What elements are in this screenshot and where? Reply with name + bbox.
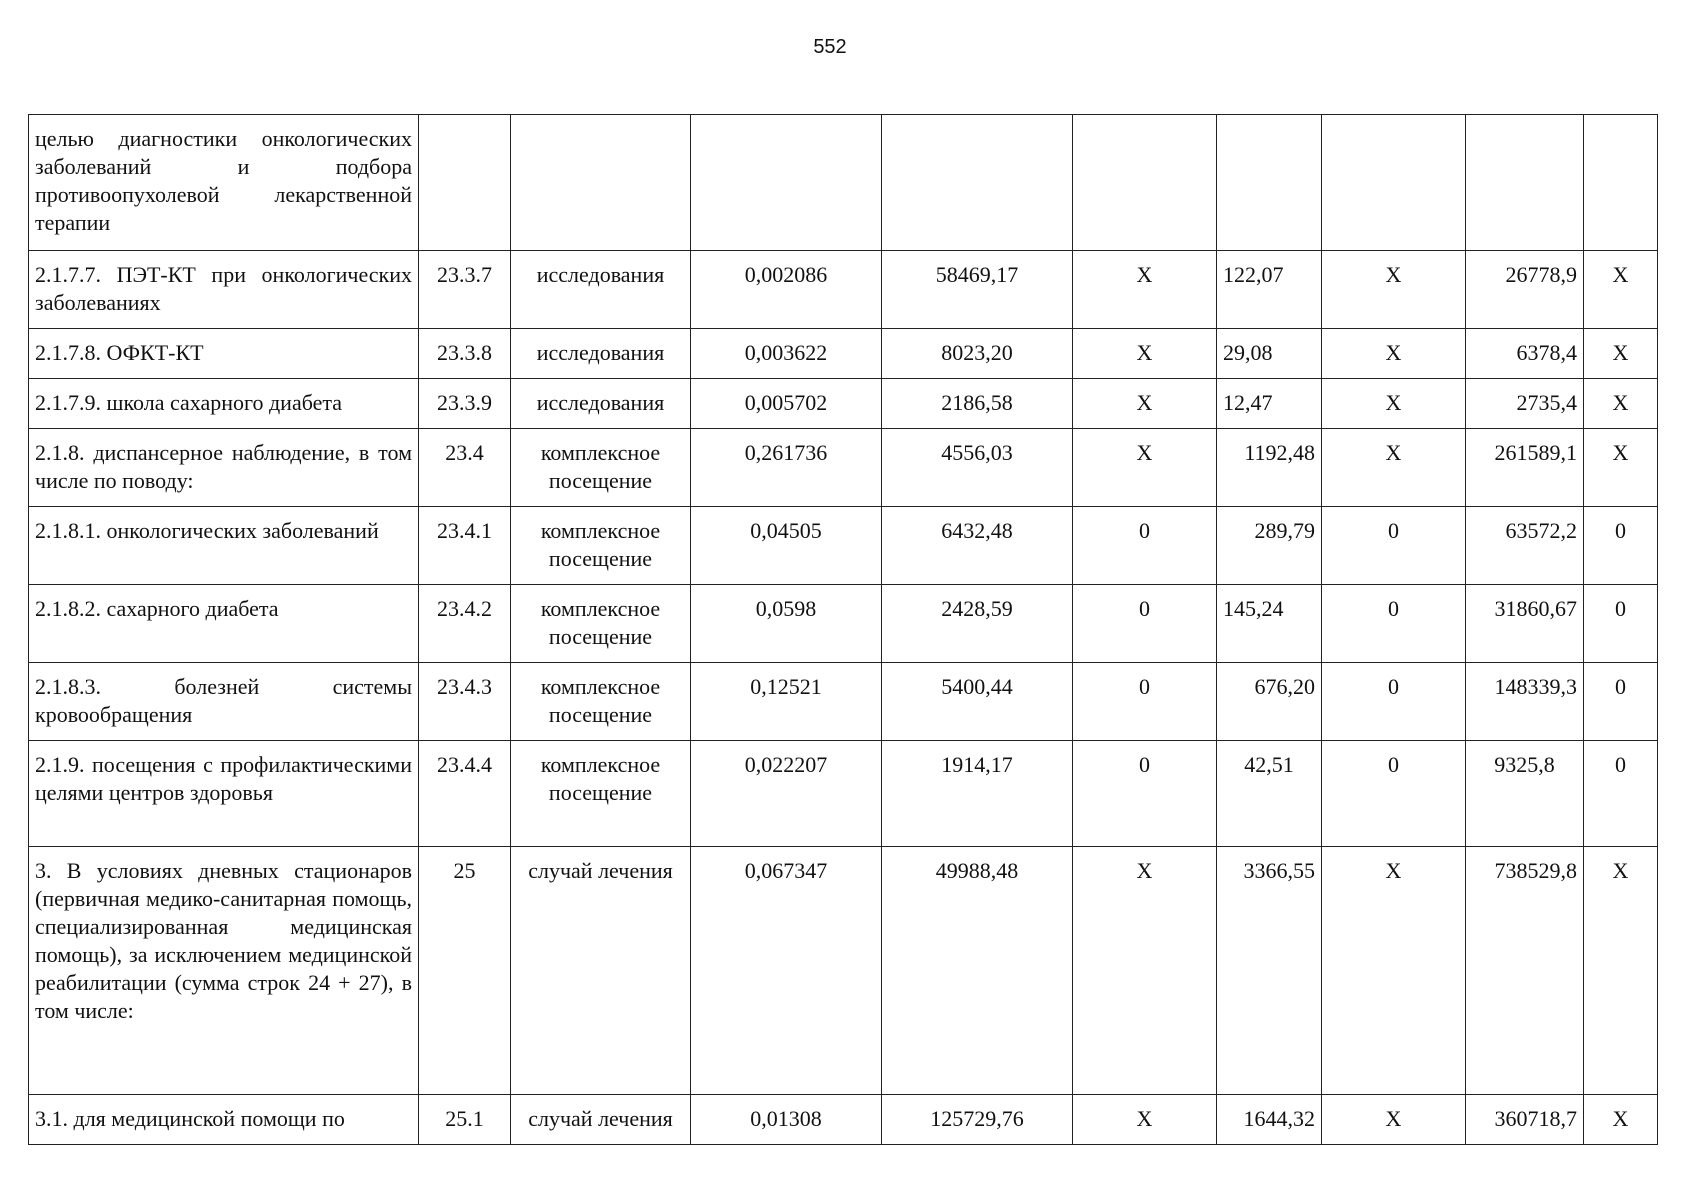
cell-cost: 6432,48 [882,507,1073,585]
cell-col10 [1584,115,1658,251]
cell-col6: 0 [1073,663,1217,741]
cell-name: 2.1.8.2. сахарного диабета [29,585,419,663]
cell-code: 23.4 [419,429,511,507]
cell-col7: 29,08 [1217,329,1322,379]
cell-norm: 0,067347 [691,847,882,1095]
cell-norm: 0,12521 [691,663,882,741]
cell-col9: 26778,9 [1466,251,1584,329]
cell-col9: 63572,2 [1466,507,1584,585]
cell-col8: 0 [1322,585,1466,663]
cell-unit: исследования [511,379,691,429]
cell-col10: Х [1584,329,1658,379]
cell-code: 23.4.3 [419,663,511,741]
cell-cost: 8023,20 [882,329,1073,379]
cell-col9: 2735,4 [1466,379,1584,429]
cell-col7: 1644,32 [1217,1095,1322,1145]
cell-col10: Х [1584,1095,1658,1145]
cell-norm: 0,261736 [691,429,882,507]
cell-col10: 0 [1584,741,1658,847]
cell-col10: Х [1584,429,1658,507]
cell-col9: 6378,4 [1466,329,1584,379]
cell-norm: 0,022207 [691,741,882,847]
cell-name: 2.1.8. диспансерное наблюдение, в том числе по поводу: [29,429,419,507]
cell-norm: 0,04505 [691,507,882,585]
table-row [29,507,1658,585]
cell-cost [882,115,1073,251]
cell-col8: 0 [1322,663,1466,741]
cell-norm: 0,0598 [691,585,882,663]
cell-col8: Х [1322,329,1466,379]
cell-col7: 1192,48 [1217,429,1322,507]
cell-col9: 261589,1 [1466,429,1584,507]
table-row [29,1095,1658,1145]
cell-cost: 125729,76 [882,1095,1073,1145]
table-row [29,741,1658,847]
cell-name: 2.1.7.9. школа сахарного диабета [29,379,419,429]
cell-col7: 12,47 [1217,379,1322,429]
cell-name: целью диагностики онкологических заболеваний и подбора противоопухолевой лекарственной терапии [29,115,419,251]
cell-col8: Х [1322,251,1466,329]
table-row [29,429,1658,507]
cell-norm: 0,005702 [691,379,882,429]
table-row [29,663,1658,741]
cell-col6: Х [1073,251,1217,329]
cell-cost: 58469,17 [882,251,1073,329]
cell-code: 23.4.1 [419,507,511,585]
cell-cost: 49988,48 [882,847,1073,1095]
cell-name: 3.1. для медицинской помощи по [29,1095,419,1145]
cell-col8 [1322,115,1466,251]
cell-col6: Х [1073,429,1217,507]
cell-col7: 122,07 [1217,251,1322,329]
cell-code: 23.3.9 [419,379,511,429]
cell-norm: 0,01308 [691,1095,882,1145]
cell-col6: 0 [1073,741,1217,847]
cell-unit: комплексное посещение [511,507,691,585]
cell-col6: 0 [1073,585,1217,663]
page-number: 552 [813,36,847,58]
table-row [29,115,1658,251]
cell-col10: Х [1584,379,1658,429]
cell-col10: 0 [1584,663,1658,741]
cell-col10: 0 [1584,585,1658,663]
cell-col8: Х [1322,379,1466,429]
cell-code: 23.4.2 [419,585,511,663]
cell-col10: 0 [1584,507,1658,585]
cell-unit [511,115,691,251]
cell-cost: 5400,44 [882,663,1073,741]
table-row [29,251,1658,329]
cell-col8: Х [1322,429,1466,507]
cell-col9: 360718,7 [1466,1095,1584,1145]
cell-name: 2.1.8.1. онкологических заболеваний [29,507,419,585]
cell-unit: комплексное посещение [511,429,691,507]
cell-unit: комплексное посещение [511,663,691,741]
cell-col6: Х [1073,379,1217,429]
cell-col10: Х [1584,251,1658,329]
cell-col7: 145,24 [1217,585,1322,663]
table-row [29,585,1658,663]
cell-col6: Х [1073,1095,1217,1145]
cell-col9: 31860,67 [1466,585,1584,663]
cell-cost: 2186,58 [882,379,1073,429]
table-row [29,847,1658,1095]
cell-code: 23.4.4 [419,741,511,847]
cell-col8: Х [1322,847,1466,1095]
cell-col7: 42,51 [1217,741,1322,847]
cell-col7: 676,20 [1217,663,1322,741]
cell-unit: случай лечения [511,1095,691,1145]
cell-unit: комплексное посещение [511,585,691,663]
cell-norm [691,115,882,251]
cell-unit: комплексное посещение [511,741,691,847]
table-row [29,379,1658,429]
cell-col10: Х [1584,847,1658,1095]
cell-col7: 289,79 [1217,507,1322,585]
cell-col6: 0 [1073,507,1217,585]
cell-cost: 4556,03 [882,429,1073,507]
cell-name: 3. В условиях дневных стационаров (первичная медико-санитарная помощь, специализированная медицинская помощь), за исключением медицинской реабилитации (сумма строк 24 + 27), в том числе: [29,847,419,1095]
cell-name: 2.1.7.7. ПЭТ-КТ при онкологических заболеваниях [29,251,419,329]
table-row [29,329,1658,379]
cell-code [419,115,511,251]
cell-name: 2.1.7.8. ОФКТ-КТ [29,329,419,379]
cell-name: 2.1.9. посещения с профилактическими целями центров здоровья [29,741,419,847]
data-table [28,114,1658,1145]
cell-col6: Х [1073,329,1217,379]
cell-unit: случай лечения [511,847,691,1095]
cell-col7: 3366,55 [1217,847,1322,1095]
cell-col9: 9325,8 [1466,741,1584,847]
cell-code: 23.3.8 [419,329,511,379]
cell-norm: 0,002086 [691,251,882,329]
cell-col8: 0 [1322,507,1466,585]
cell-col6 [1073,115,1217,251]
cell-col6: Х [1073,847,1217,1095]
cell-col9: 738529,8 [1466,847,1584,1095]
cell-code: 25.1 [419,1095,511,1145]
cell-name: 2.1.8.3. болезней системы кровообращения [29,663,419,741]
cell-col8: 0 [1322,741,1466,847]
cell-col7 [1217,115,1322,251]
cell-unit: исследования [511,329,691,379]
cell-col8: Х [1322,1095,1466,1145]
cell-unit: исследования [511,251,691,329]
cell-col9 [1466,115,1584,251]
cell-cost: 2428,59 [882,585,1073,663]
cell-cost: 1914,17 [882,741,1073,847]
cell-code: 25 [419,847,511,1095]
cell-col9: 148339,3 [1466,663,1584,741]
cell-norm: 0,003622 [691,329,882,379]
cell-code: 23.3.7 [419,251,511,329]
